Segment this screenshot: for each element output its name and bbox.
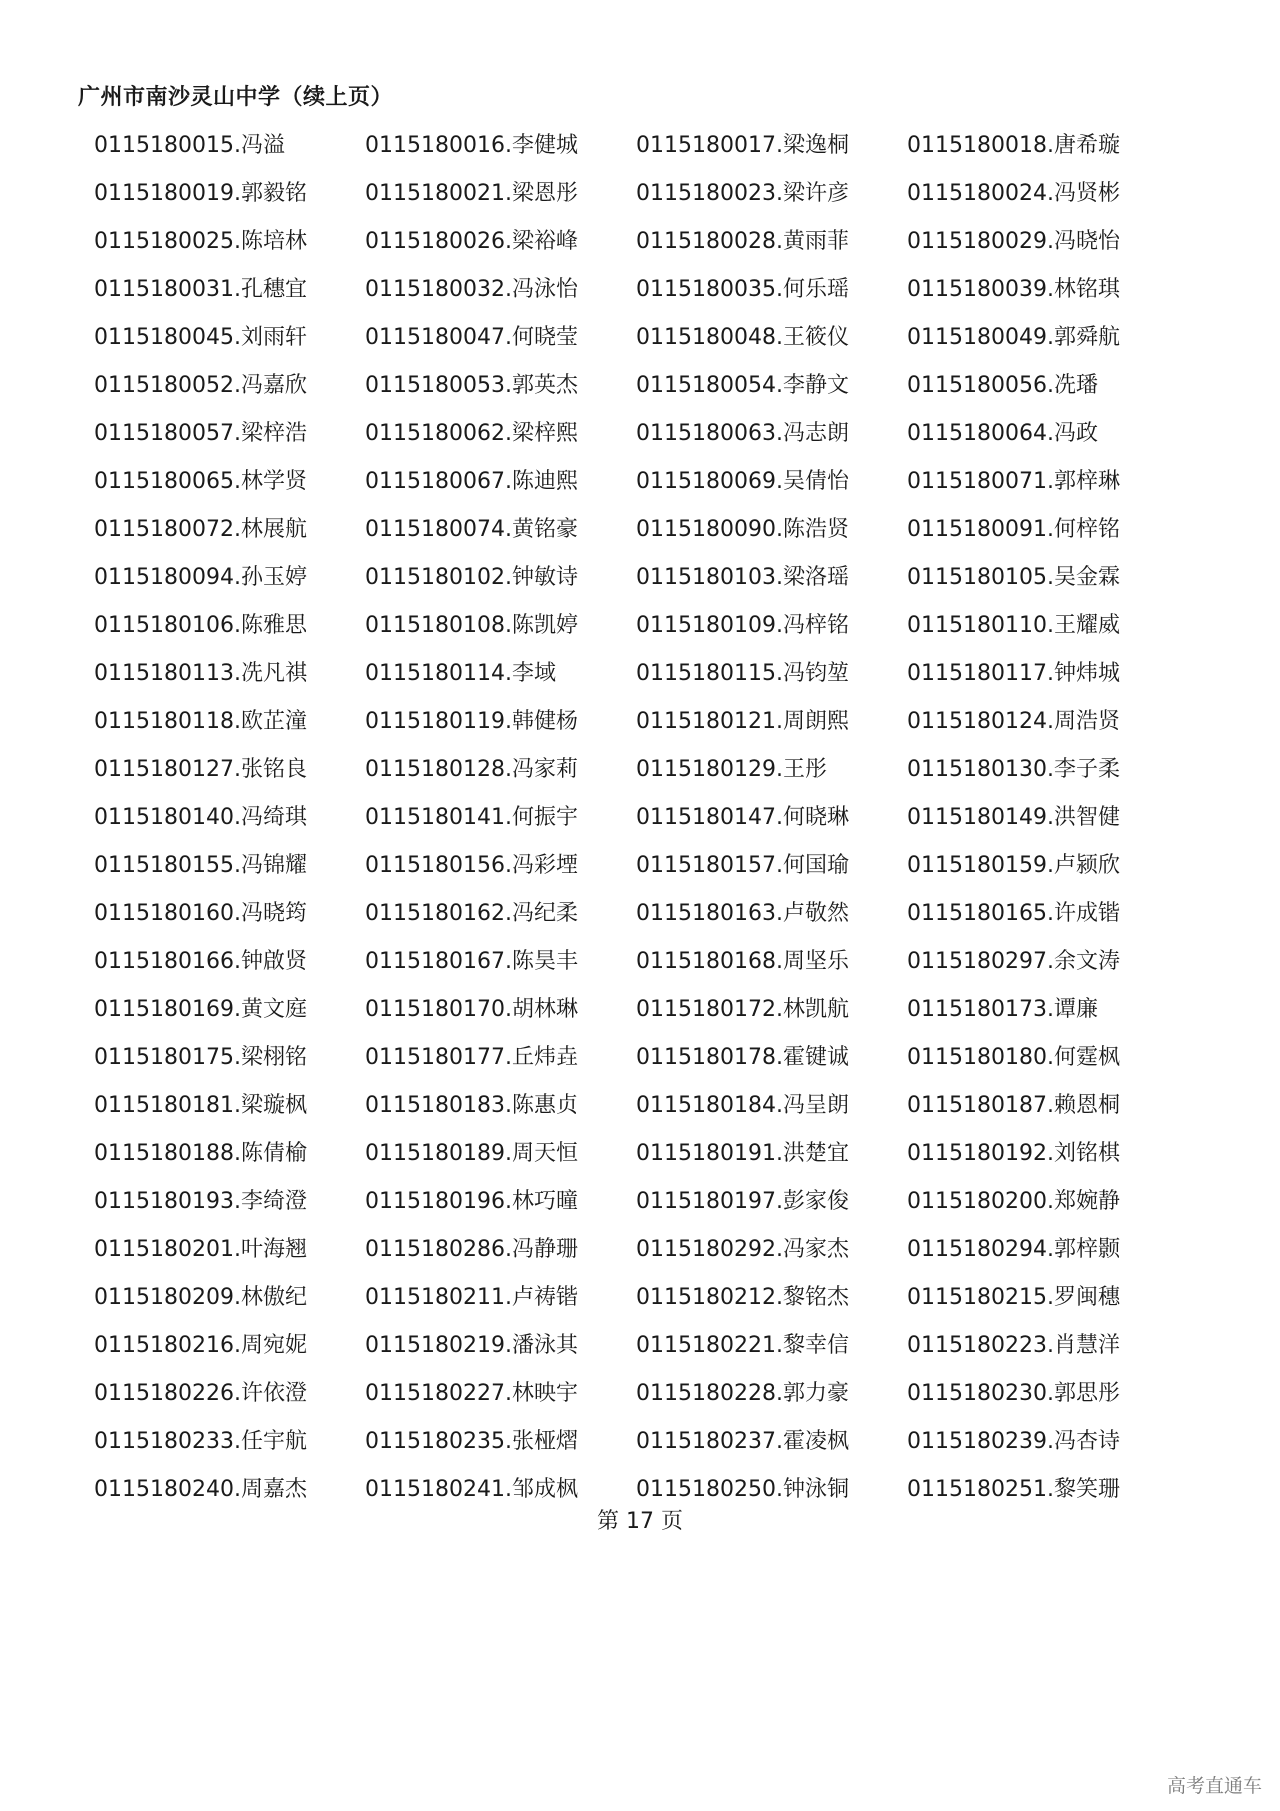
student-entry: 0115180141.何振宇 [365,805,578,830]
student-entry: 0115180063.冯志朗 [636,421,849,446]
student-roster [94,122,1214,1514]
student-entry: 0115180115.冯钧堃 [636,661,849,686]
student-entry: 0115180209.林傲纪 [94,1285,307,1310]
student-entry: 0115180074.黄铭豪 [365,517,578,542]
student-entry: 0115180196.林巧曈 [365,1189,578,1214]
student-entry: 0115180102.钟敏诗 [365,565,578,590]
student-entry: 0115180045.刘雨轩 [94,325,307,350]
student-entry: 0115180250.钟泳铜 [636,1477,849,1502]
student-entry: 0115180165.许成锴 [907,901,1120,926]
student-entry: 0115180233.任宇航 [94,1429,307,1454]
student-entry: 0115180140.冯绮琪 [94,805,307,830]
student-entry: 0115180160.冯晓筠 [94,901,307,926]
student-entry: 0115180047.何晓莹 [365,325,578,350]
student-entry: 0115180021.梁恩彤 [365,181,578,206]
student-entry: 0115180167.陈昊丰 [365,949,578,974]
student-entry: 0115180023.梁许彦 [636,181,849,206]
student-entry: 0115180130.李子柔 [907,757,1120,782]
student-entry: 0115180223.肖慧洋 [907,1333,1120,1358]
student-entry: 0115180297.余文涛 [907,949,1120,974]
student-entry: 0115180031.孔穗宜 [94,277,307,302]
student-entry: 0115180286.冯静珊 [365,1237,578,1262]
student-entry: 0115180240.周嘉杰 [94,1477,307,1502]
student-entry: 0115180049.郭舜航 [907,325,1120,350]
student-entry: 0115180121.周朗熙 [636,709,849,734]
student-entry: 0115180169.黄文庭 [94,997,307,1022]
watermark-text: 高考直通车 [1166,1775,1262,1797]
student-entry: 0115180039.林铭琪 [907,277,1120,302]
student-entry: 0115180172.林凯航 [636,997,849,1022]
student-entry: 0115180212.黎铭杰 [636,1285,849,1310]
student-entry: 0115180251.黎笑珊 [907,1477,1120,1502]
student-entry: 0115180072.林展航 [94,517,307,542]
student-entry: 0115180166.钟啟贤 [94,949,307,974]
student-entry: 0115180184.冯呈朗 [636,1093,849,1118]
student-entry: 0115180026.梁裕峰 [365,229,578,254]
student-entry: 0115180024.冯贤彬 [907,181,1120,206]
student-entry: 0115180048.王筱仪 [636,325,849,350]
student-entry: 0115180025.陈培林 [94,229,307,254]
student-entry: 0115180292.冯家杰 [636,1237,849,1262]
student-entry: 0115180019.郭毅铭 [94,181,307,206]
student-entry: 0115180175.梁栩铭 [94,1045,307,1070]
student-entry: 0115180228.郭力豪 [636,1381,849,1406]
student-entry: 0115180109.冯梓铭 [636,613,849,638]
student-entry: 0115180057.梁梓浩 [94,421,307,446]
student-entry: 0115180221.黎幸信 [636,1333,849,1358]
student-entry: 0115180183.陈惠贞 [365,1093,578,1118]
student-entry: 0115180189.周天恒 [365,1141,578,1166]
student-entry: 0115180181.梁璇枫 [94,1093,307,1118]
student-entry: 0115180237.霍凌枫 [636,1429,849,1454]
student-entry: 0115180201.叶海翘 [94,1237,307,1262]
student-entry: 0115180103.梁洛瑶 [636,565,849,590]
student-entry: 0115180129.王彤 [636,757,827,782]
student-entry: 0115180163.卢敬然 [636,901,849,926]
student-entry: 0115180227.林映宇 [365,1381,578,1406]
student-entry: 0115180216.周宛妮 [94,1333,307,1358]
student-entry: 0115180170.胡林琳 [365,997,578,1022]
student-entry: 0115180200.郑婉静 [907,1189,1120,1214]
student-entry: 0115180090.陈浩贤 [636,517,849,542]
student-entry: 0115180105.吴金霖 [907,565,1120,590]
school-heading: 广州市南沙灵山中学（续上页） [78,85,394,110]
student-entry: 0115180114.李域 [365,661,556,686]
student-entry: 0115180032.冯泳怡 [365,277,578,302]
student-entry: 0115180110.王耀威 [907,613,1120,638]
student-entry: 0115180211.卢祷锴 [365,1285,578,1310]
student-entry: 0115180193.李绮澄 [94,1189,307,1214]
student-entry: 0115180071.郭梓琳 [907,469,1120,494]
student-entry: 0115180226.许依澄 [94,1381,307,1406]
student-entry: 0115180128.冯家莉 [365,757,578,782]
student-entry: 0115180067.陈迪熙 [365,469,578,494]
student-entry: 0115180119.韩健杨 [365,709,578,734]
student-entry: 0115180018.唐希璇 [907,133,1120,158]
student-entry: 0115180187.赖恩桐 [907,1093,1120,1118]
student-entry: 0115180108.陈凯婷 [365,613,578,638]
student-entry: 0115180069.吴倩怡 [636,469,849,494]
student-entry: 0115180127.张铭良 [94,757,307,782]
student-entry: 0115180015.冯溢 [94,133,285,158]
student-entry: 0115180016.李健城 [365,133,578,158]
student-entry: 0115180177.丘炜垚 [365,1045,578,1070]
student-entry: 0115180159.卢颍欣 [907,853,1120,878]
student-entry: 0115180118.欧芷潼 [94,709,307,734]
student-entry: 0115180180.何霆枫 [907,1045,1120,1070]
student-entry: 0115180124.周浩贤 [907,709,1120,734]
student-entry: 0115180065.林学贤 [94,469,307,494]
student-entry: 0115180147.何晓琳 [636,805,849,830]
student-entry: 0115180091.何梓铭 [907,517,1120,542]
student-entry: 0115180162.冯纪柔 [365,901,578,926]
student-entry: 0115180178.霍键诚 [636,1045,849,1070]
student-entry: 0115180029.冯晓怡 [907,229,1120,254]
student-entry: 0115180239.冯杏诗 [907,1429,1120,1454]
student-entry: 0115180054.李静文 [636,373,849,398]
student-entry: 0115180155.冯锦耀 [94,853,307,878]
student-entry: 0115180241.邹成枫 [365,1477,578,1502]
student-entry: 0115180168.周坚乐 [636,949,849,974]
student-entry: 0115180197.彭家俊 [636,1189,849,1214]
student-entry: 0115180117.钟炜城 [907,661,1120,686]
student-entry: 0115180192.刘铭棋 [907,1141,1120,1166]
student-entry: 0115180052.冯嘉欣 [94,373,307,398]
student-entry: 0115180235.张桠熠 [365,1429,578,1454]
student-entry: 0115180106.陈雅思 [94,613,307,638]
student-entry: 0115180188.陈倩榆 [94,1141,307,1166]
student-entry: 0115180219.潘泳其 [365,1333,578,1358]
student-entry: 0115180053.郭英杰 [365,373,578,398]
student-entry: 0115180173.谭廉 [907,997,1098,1022]
student-entry: 0115180094.孙玉婷 [94,565,307,590]
student-entry: 0115180113.冼凡祺 [94,661,307,686]
student-entry: 0115180062.梁梓熙 [365,421,578,446]
student-entry: 0115180056.冼璠 [907,373,1098,398]
student-entry: 0115180191.洪楚宜 [636,1141,849,1166]
student-entry: 0115180028.黄雨菲 [636,229,849,254]
student-entry: 0115180149.洪智健 [907,805,1120,830]
student-entry: 0115180064.冯政 [907,421,1098,446]
student-entry: 0115180017.梁逸桐 [636,133,849,158]
student-entry: 0115180294.郭梓颢 [907,1237,1120,1262]
student-entry: 0115180215.罗闽穗 [907,1285,1120,1310]
student-entry: 0115180230.郭思彤 [907,1381,1120,1406]
student-entry: 0115180035.何乐瑶 [636,277,849,302]
student-entry: 0115180157.何国瑜 [636,853,849,878]
student-entry: 0115180156.冯彩堙 [365,853,578,878]
page-number: 第 17 页 [597,1509,683,1534]
